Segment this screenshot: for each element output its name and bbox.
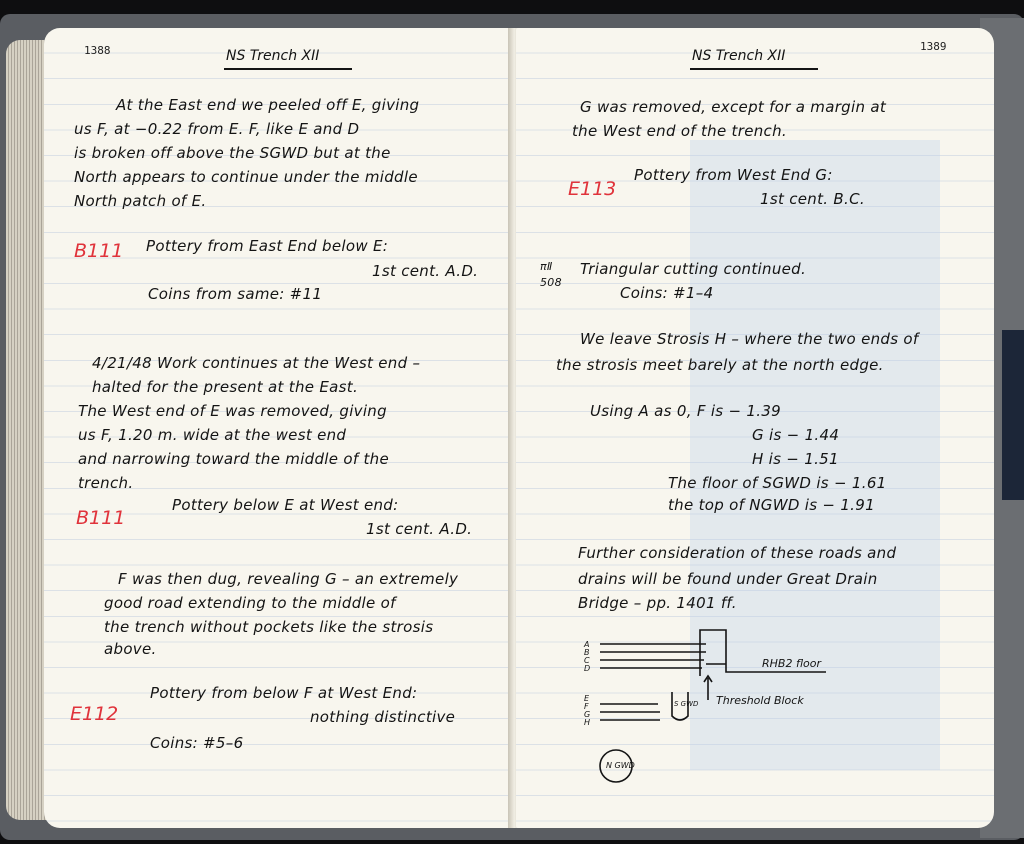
layer-letter: A bbox=[584, 640, 590, 649]
left-page-number: 1388 bbox=[84, 44, 111, 57]
left-line: Coins from same: #11 bbox=[148, 285, 323, 303]
elastic-strap bbox=[1002, 330, 1024, 500]
right-line: Bridge – pp. 1401 ff. bbox=[578, 594, 737, 612]
left-line: Coins: #5–6 bbox=[150, 734, 244, 752]
left-line: 1st cent. A.D. bbox=[372, 262, 479, 280]
left-line: the trench without pockets like the strosis bbox=[104, 618, 434, 636]
right-line: Pottery from West End G: bbox=[634, 166, 833, 184]
right-line: We leave Strosis H – where the two ends of bbox=[580, 330, 919, 348]
layer-letter: B bbox=[584, 648, 590, 657]
left-line: Pottery from below F at West End: bbox=[150, 684, 418, 702]
left-line: At the East end we peeled off E, giving bbox=[116, 96, 420, 114]
catalog-label-red: E112 bbox=[70, 703, 119, 725]
left-header-underline bbox=[224, 68, 352, 70]
left-line: good road extending to the middle of bbox=[104, 594, 396, 612]
left-line: us F, 1.20 m. wide at the west end bbox=[78, 426, 347, 444]
left-line: halted for the present at the East. bbox=[92, 378, 359, 396]
layer-letter: D bbox=[584, 664, 591, 673]
left-line: 4/21/48 Work continues at the West end – bbox=[92, 354, 421, 372]
layer-letter: H bbox=[584, 718, 591, 727]
left-line: us F, at −0.22 from E. F, like E and D bbox=[74, 120, 360, 138]
right-line: Triangular cutting continued. bbox=[580, 260, 807, 278]
layer-letter: C bbox=[584, 656, 590, 665]
left-page-header: NS Trench XII bbox=[226, 48, 320, 64]
right-page-number: 1389 bbox=[920, 40, 947, 53]
right-line: Further consideration of these roads and bbox=[578, 544, 897, 562]
right-page-header: NS Trench XII bbox=[692, 48, 786, 64]
left-line: trench. bbox=[78, 474, 134, 492]
right-line: Using A as 0, F is − 1.39 bbox=[590, 402, 782, 420]
right-line: Coins: #1–4 bbox=[620, 284, 714, 302]
threshold-label: Threshold Block bbox=[716, 694, 804, 707]
right-line: G is − 1.44 bbox=[752, 426, 840, 444]
layer-letter: G bbox=[584, 710, 591, 719]
layer-letter: F bbox=[584, 702, 589, 711]
left-line: The West end of E was removed, giving bbox=[78, 402, 387, 420]
sgwd-label: S GWD bbox=[674, 700, 699, 708]
left-line: above. bbox=[104, 640, 157, 658]
left-line: Pottery from East End below E: bbox=[146, 237, 389, 255]
right-line: the strosis meet barely at the north edge. bbox=[556, 356, 884, 374]
left-line: Pottery below E at West end: bbox=[172, 496, 399, 514]
right-line: G was removed, except for a margin at bbox=[580, 98, 886, 116]
right-line: the top of NGWD is − 1.91 bbox=[668, 496, 875, 514]
layer-letter: E bbox=[584, 694, 590, 703]
right-line: drains will be found under Great Drain bbox=[578, 570, 878, 588]
left-line: North appears to continue under the middle bbox=[74, 168, 418, 186]
left-line: North patch of E. bbox=[74, 192, 207, 210]
left-line: and narrowing toward the middle of the bbox=[78, 450, 390, 468]
left-line: nothing distinctive bbox=[310, 708, 456, 726]
trench-section-sketch bbox=[576, 620, 876, 800]
catalog-label-red: B111 bbox=[74, 240, 124, 262]
right-line: the West end of the trench. bbox=[572, 122, 787, 140]
margin-note: πⅡ bbox=[540, 260, 553, 273]
left-line: F was then dug, revealing G – an extremely bbox=[118, 570, 459, 588]
left-line: 1st cent. A.D. bbox=[366, 520, 473, 538]
ngwd-label: N GWD bbox=[606, 761, 635, 770]
right-header-underline bbox=[690, 68, 818, 70]
right-line: The floor of SGWD is − 1.61 bbox=[668, 474, 887, 492]
margin-note: 508 bbox=[540, 276, 562, 289]
right-line: 1st cent. B.C. bbox=[760, 190, 865, 208]
left-line: is broken off above the SGWD but at the bbox=[74, 144, 391, 162]
catalog-label-red: B111 bbox=[76, 507, 126, 529]
rhb2-label: RHB2 floor bbox=[762, 657, 822, 670]
right-line: H is − 1.51 bbox=[752, 450, 839, 468]
catalog-label-red: E113 bbox=[568, 178, 617, 200]
